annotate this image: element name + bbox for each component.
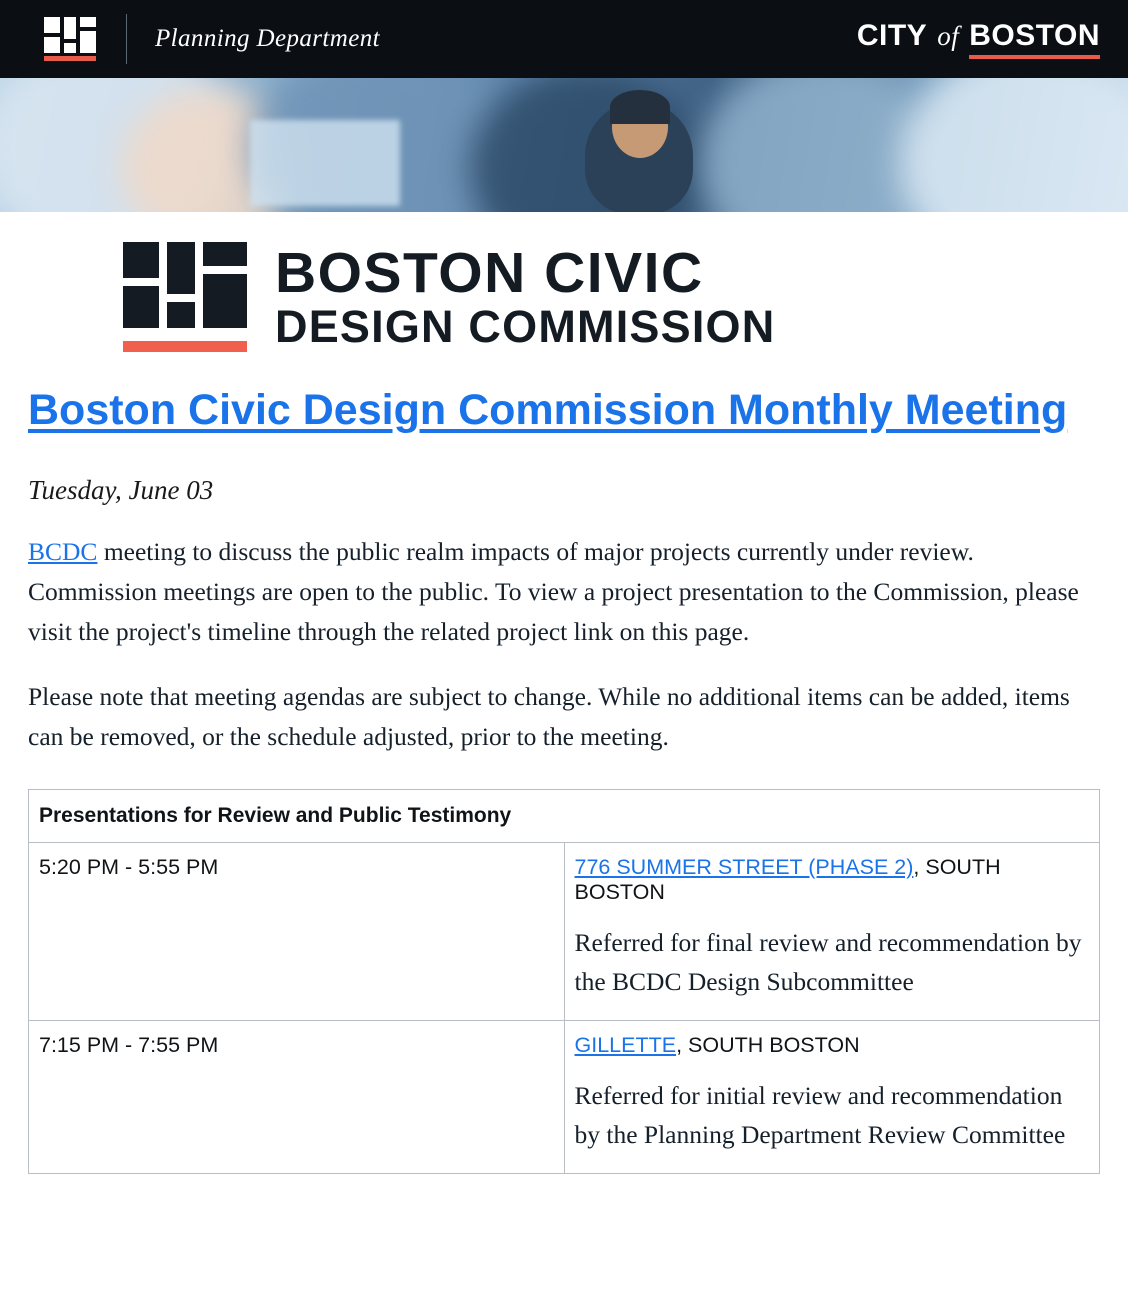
- bcdc-logo-lockup: [28, 242, 1100, 352]
- page-title-link[interactable]: Boston Civic Design Commission Monthly Meeting: [28, 386, 1068, 434]
- site-header: [0, 0, 1128, 78]
- agenda-neighborhood: , SOUTH BOSTON: [676, 1032, 860, 1057]
- bcdc-logo-icon: [123, 242, 247, 352]
- agenda-change-note: Please note that meeting agendas are subject to change. While no additional items can be added, items can be removed, or the schedule adjusted, prior to the meeting.: [28, 682, 1070, 752]
- city-word: CITY: [856, 19, 928, 52]
- agenda-neighborhood: , SOUTH BOSTON: [574, 854, 1001, 904]
- meeting-date: Tuesday, June 03: [28, 475, 214, 506]
- hero-monitor: [250, 120, 400, 206]
- agenda-item: [564, 1020, 1100, 1173]
- boston-word: BOSTON: [969, 19, 1100, 59]
- intro-paragraph: [28, 532, 1100, 651]
- city-of-boston-wordmark[interactable]: [857, 19, 1100, 59]
- agenda-referral-note: Referred for initial review and recommendation by the Planning Department Review Committee: [574, 1080, 1066, 1150]
- table-row: [29, 842, 1100, 1020]
- of-word: of: [937, 21, 960, 51]
- agenda-item: [564, 842, 1100, 1020]
- project-link-776-summer-street[interactable]: 776 SUMMER STREET (PHASE 2): [574, 854, 914, 879]
- page-title: [28, 380, 1100, 441]
- hero-blob: [900, 78, 1128, 212]
- agenda-time: 7:15 PM - 7:55 PM: [29, 1020, 565, 1173]
- agenda-referral-note: Referred for final review and recommendation by the BCDC Design Subcommittee: [574, 927, 1082, 997]
- bcdc-logo-wordmark: [275, 241, 776, 352]
- table-row: [29, 1020, 1100, 1173]
- logo-accent-bar: [44, 56, 96, 61]
- header-divider: [126, 14, 127, 64]
- agenda-time: 5:20 PM - 5:55 PM: [29, 842, 565, 1020]
- page-content: [0, 212, 1128, 1174]
- project-link-gillette[interactable]: GILLETTE: [574, 1032, 677, 1057]
- hero-banner-image: [0, 78, 1128, 212]
- intro-paragraph-text: meeting to discuss the public realm impacts of major projects currently under review. Commission meetings are open to the public. To view a project presentation to the Commission, please visit the project's timeline through the related project link on this page.: [28, 537, 1079, 646]
- department-name: Planning Department: [155, 25, 380, 52]
- agenda-section-title: Presentations for Review and Public Testimony: [29, 789, 1100, 842]
- bcdc-logo-line1: BOSTON CIVIC: [275, 241, 704, 306]
- agenda-table: [28, 789, 1100, 1174]
- bcdc-link[interactable]: BCDC: [28, 537, 98, 567]
- bcdc-logo-accent-bar: [123, 341, 247, 352]
- planning-department-logo-icon[interactable]: [44, 17, 96, 61]
- bcdc-logo-line2: DESIGN COMMISSION: [275, 300, 776, 352]
- table-section-header-row: [29, 789, 1100, 842]
- hero-person-hair: [610, 90, 670, 124]
